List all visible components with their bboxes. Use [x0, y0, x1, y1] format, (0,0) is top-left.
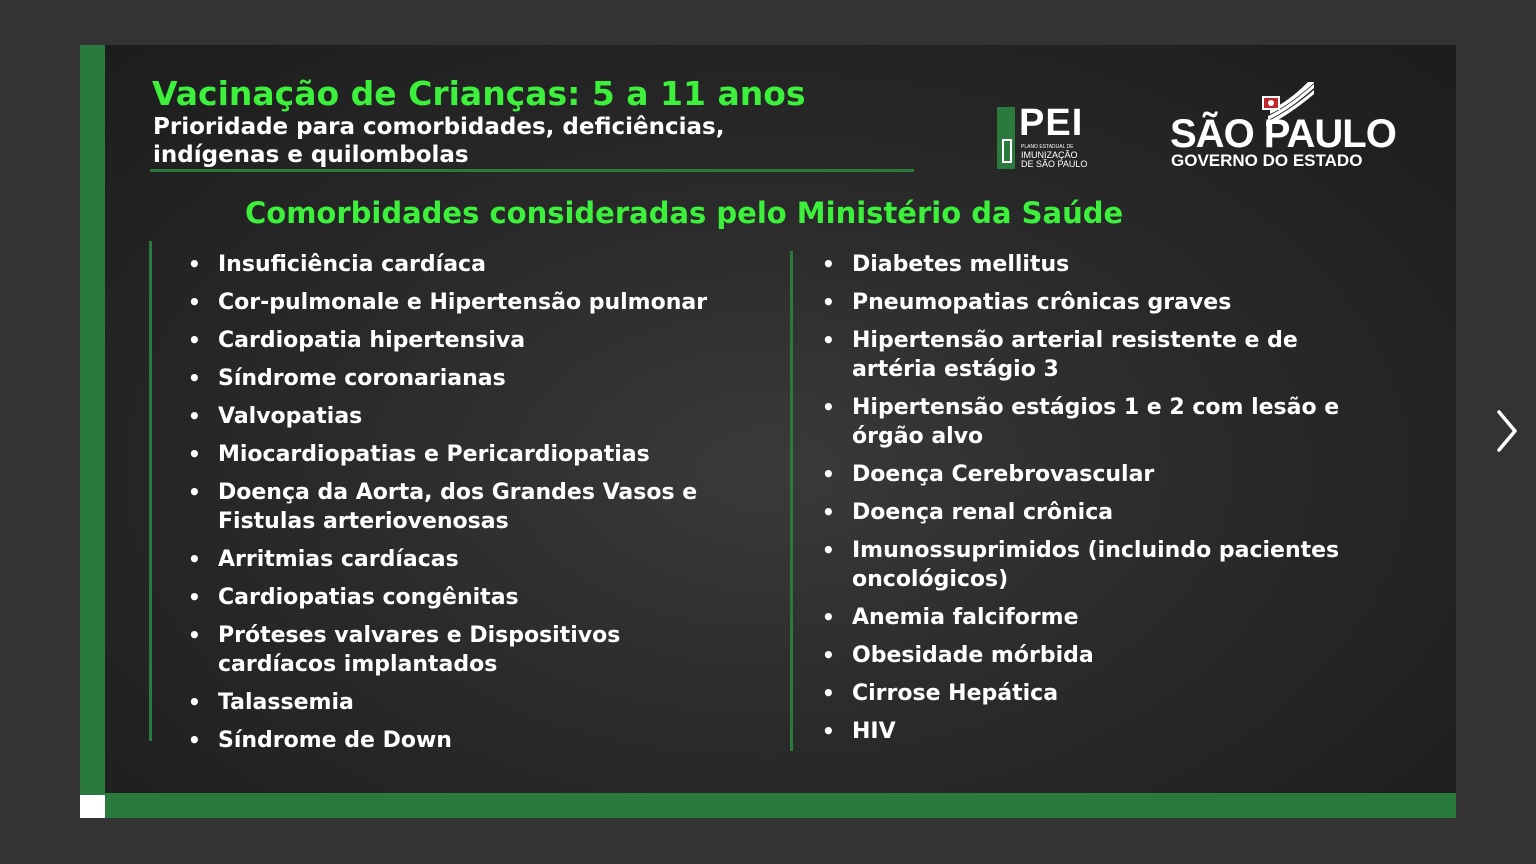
pei-logo	[997, 102, 1092, 169]
list-item-text: • Insuficiência cardíaca	[218, 252, 486, 277]
left-accent-bar	[80, 45, 105, 795]
right-column-divider	[790, 251, 793, 751]
subtitle-line: Prioridade para comorbidades, deficiências,	[153, 114, 725, 140]
pei-logo-mark	[997, 107, 1015, 169]
list-item-text: • Doença da Aorta, dos Grandes Vasos e	[218, 480, 698, 505]
list-item-text: • Cor-pulmonale e Hipertensão pulmonar	[218, 290, 708, 315]
list-item	[188, 440, 768, 469]
list-item	[822, 498, 1412, 527]
corner-block	[80, 795, 105, 818]
list-item-text: • Anemia falciforme	[852, 605, 1079, 630]
list-item-text: • HIV	[852, 719, 896, 744]
list-item	[822, 326, 1412, 384]
list-item	[822, 460, 1412, 489]
list-item	[188, 402, 768, 431]
list-item	[188, 364, 768, 393]
list-item	[822, 250, 1412, 279]
list-item	[188, 583, 768, 612]
title-divider	[150, 169, 914, 172]
list-item-text: • Valvopatias	[218, 404, 363, 429]
list-item-text: • Diabetes mellitus	[852, 252, 1070, 277]
list-item	[822, 679, 1412, 708]
list-item-text: • Doença renal crônica	[852, 500, 1114, 525]
list-item-text: • Imunossuprimidos (incluindo pacientes	[852, 538, 1340, 563]
list-item-text: • Obesidade mórbida	[852, 643, 1094, 668]
pei-logo-subtitle: PLANO ESTADUAL DE IMUNIZAÇÃO DE SÃO PAULO	[1021, 144, 1088, 169]
list-item-text: • Miocardiopatias e Pericardiopatias	[218, 442, 650, 467]
subtitle-line: indígenas e quilombolas	[153, 142, 469, 168]
presentation-slide	[80, 45, 1456, 818]
list-item	[188, 478, 768, 536]
list-item	[188, 726, 768, 755]
list-item	[188, 621, 768, 679]
list-item-text: • Cardiopatia hipertensiva	[218, 328, 526, 353]
list-item-text: Fistulas arteriovenosas	[218, 509, 509, 534]
left-column-divider	[149, 241, 152, 741]
list-item-text: • Cardiopatias congênitas	[218, 585, 519, 610]
list-item-text: artéria estágio 3	[852, 357, 1059, 382]
list-item	[822, 641, 1412, 670]
next-slide-button[interactable]	[1489, 406, 1525, 456]
list-item-text: • Talassemia	[218, 690, 354, 715]
list-item	[822, 717, 1412, 746]
left-comorbidity-list	[188, 250, 768, 764]
chevron-right-icon	[1489, 406, 1525, 456]
slide-title: Vacinação de Crianças: 5 a 11 anos	[152, 74, 806, 113]
list-item	[822, 393, 1412, 451]
list-item	[188, 326, 768, 355]
list-item	[188, 288, 768, 317]
pei-logo-text: PEI	[1019, 102, 1084, 144]
list-item-text: • Síndrome coronarianas	[218, 366, 506, 391]
sp-logo-subtitle: GOVERNO DO ESTADO	[1171, 151, 1363, 170]
bottom-accent-bar	[105, 793, 1456, 818]
slide-subtitle	[153, 113, 853, 169]
list-item-text: órgão alvo	[852, 424, 984, 449]
section-title: Comorbidades consideradas pelo Ministério da Saúde	[245, 196, 1124, 230]
list-item	[188, 250, 768, 279]
list-item-text: • Pneumopatias crônicas graves	[852, 290, 1232, 315]
list-item-text: • Cirrose Hepática	[852, 681, 1059, 706]
list-item-text: oncológicos)	[852, 567, 1009, 592]
list-item	[188, 545, 768, 574]
list-item-text: • Próteses valvares e Dispositivos	[218, 623, 621, 648]
sao-paulo-logo	[1170, 80, 1410, 175]
list-item-text: • Hipertensão arterial resistente e de	[852, 328, 1298, 353]
list-item-text: • Hipertensão estágios 1 e 2 com lesão e	[852, 395, 1340, 420]
list-item	[822, 603, 1412, 632]
sp-logo-name: SÃO PAULO	[1170, 112, 1396, 156]
list-item-text: cardíacos implantados	[218, 652, 498, 677]
right-comorbidity-list	[822, 250, 1412, 755]
list-item	[822, 536, 1412, 594]
list-item-text: • Síndrome de Down	[218, 728, 452, 753]
list-item	[822, 288, 1412, 317]
list-item	[188, 688, 768, 717]
list-item-text: • Doença Cerebrovascular	[852, 462, 1155, 487]
list-item-text: • Arritmias cardíacas	[218, 547, 459, 572]
